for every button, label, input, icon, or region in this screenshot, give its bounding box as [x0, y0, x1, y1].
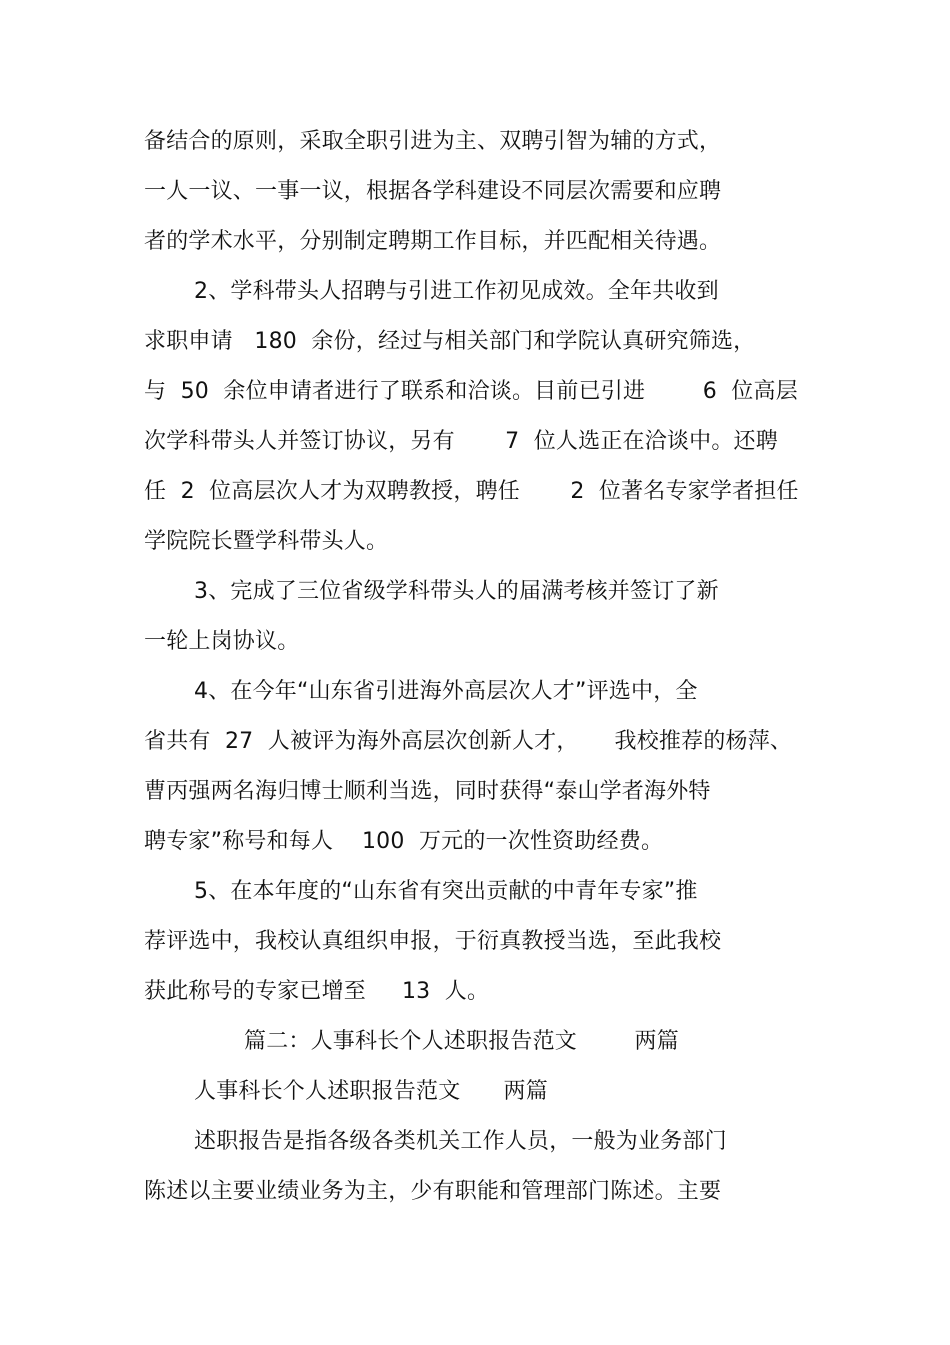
subheading: 人事科长个人述职报告范文 两篇 [194, 1079, 548, 1104]
text-line: 备结合的原则，采取全职引进为主、双聘引智为辅的方式， [144, 129, 722, 154]
text-line: 获此称号的专家已增至 13 人。 [144, 979, 490, 1004]
text-line: 省共有 27 人被评为海外高层次创新人才， 我校推荐的杨萍、 [144, 729, 793, 754]
paragraph-start-line: 述职报告是指各级各类机关工作人员，一般为业务部门 [194, 1129, 727, 1154]
paragraph-start-line: 4、在今年“山东省引进海外高层次人才”评选中，全 [194, 679, 698, 704]
section-heading: 篇二：人事科长个人述职报告范文 两篇 [244, 1029, 679, 1054]
text-line: 学院院长暨学科带头人。 [144, 529, 389, 554]
text-line: 次学科带头人并签订协议，另有 7 位人选正在洽谈中。还聘 [144, 429, 778, 454]
text-line: 一人一议、一事一议，根据各学科建设不同层次需要和应聘 [144, 179, 722, 204]
paragraph-start-line: 5、在本年度的“山东省有突出贡献的中青年专家”推 [194, 879, 698, 904]
text-line: 聘专家”称号和每人 100 万元的一次性资助经费。 [144, 829, 664, 854]
text-line: 者的学术水平，分别制定聘期工作目标，并匹配相关待遇。 [144, 229, 722, 254]
text-line: 一轮上岗协议。 [144, 629, 300, 654]
text-line: 曹丙强两名海归博士顺利当选，同时获得“泰山学者海外特 [144, 779, 711, 804]
paragraph-start-line: 3、完成了三位省级学科带头人的届满考核并签订了新 [194, 579, 719, 604]
text-line: 与 50 余位申请者进行了联系和洽谈。目前已引进 6 位高层 [144, 379, 798, 404]
text-line: 求职申请 180 余份，经过与相关部门和学院认真研究筛选， [144, 329, 756, 354]
text-line: 陈述以主要业绩业务为主，少有职能和管理部门陈述。主要 [144, 1179, 722, 1204]
text-line: 荐评选中，我校认真组织申报，于衍真教授当选，至此我校 [144, 929, 722, 954]
paragraph-start-line: 2、学科带头人招聘与引进工作初见成效。全年共收到 [194, 279, 719, 304]
text-line: 任 2 位高层次人才为双聘教授，聘任 2 位著名专家学者担任 [144, 479, 799, 504]
